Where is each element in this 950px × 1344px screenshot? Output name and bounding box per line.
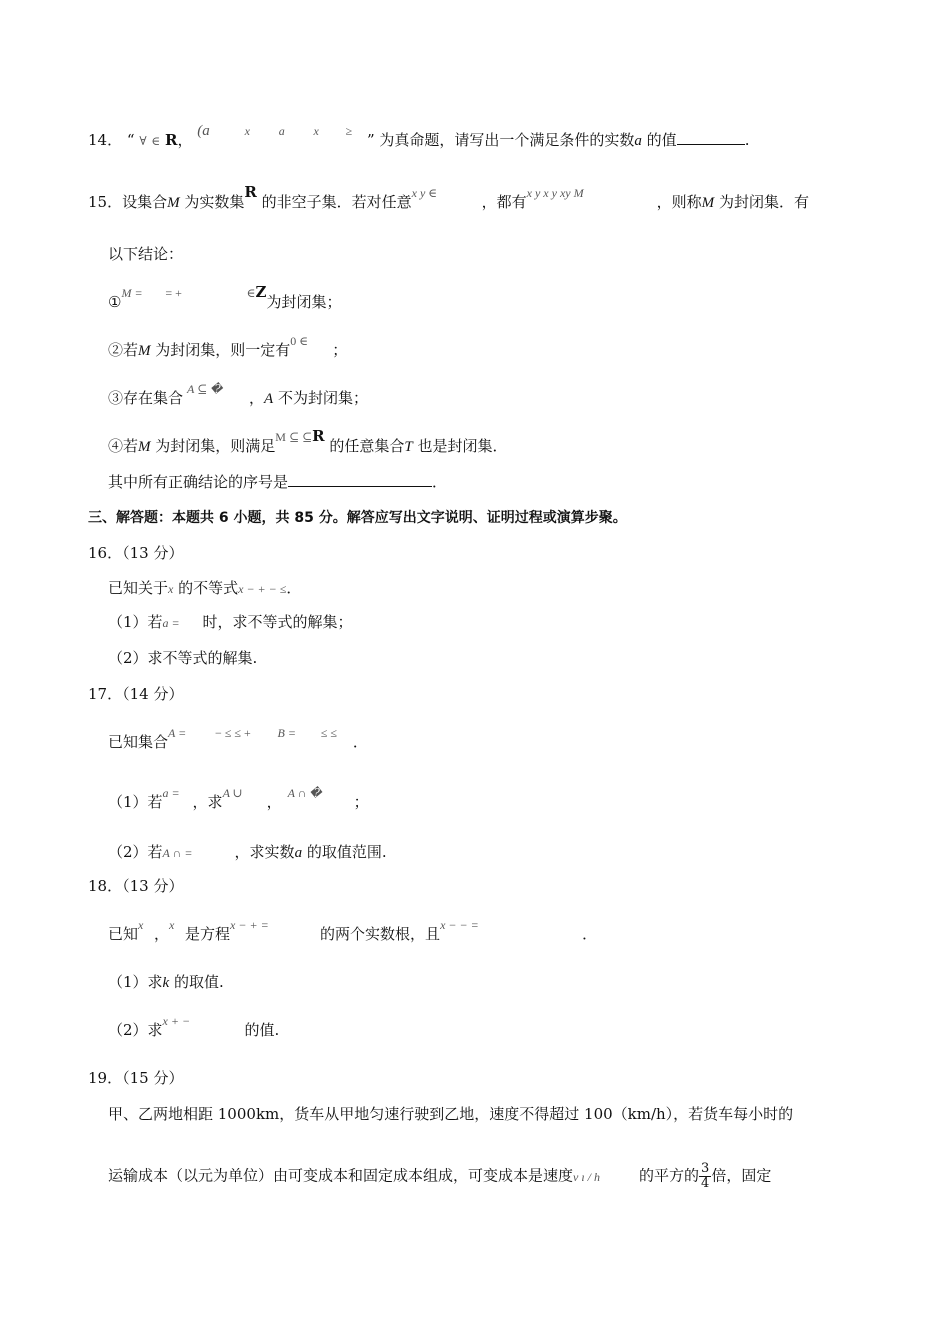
q14-text: ” 为真命题，请写出一个满足条件的实数 — [366, 131, 635, 149]
q17-p1-m3: A ∩ � — [287, 786, 322, 800]
q16-p1-b: 时，求不等式的解集； — [202, 613, 353, 631]
q17-p1-m: a = — [162, 786, 180, 800]
q15-answer-blank — [288, 472, 432, 487]
q15-t5: ，则称 — [656, 193, 702, 211]
q15-c2-M: M — [138, 343, 151, 359]
q17-m2: − ≤ ≤ + — [215, 726, 251, 740]
q15-c4-b: 为封闭集，则满足 — [150, 437, 276, 455]
q16-p1: （1）若 — [108, 613, 163, 631]
q18-stem: 已知x ，x 是方程x − + = 的两个实数根，且x − − = ． — [108, 924, 597, 945]
q18-p1-b: 的取值. — [169, 973, 224, 991]
q19-l2b: 的平方的 — [639, 1166, 700, 1185]
q19-number: 19．（15 分） — [88, 1069, 184, 1087]
q17-p1-m2: A ∪ — [222, 786, 243, 800]
q18-p2-b: 的值. — [244, 1021, 280, 1039]
q14-answer-blank — [677, 130, 745, 145]
q17-number: 17．（14 分） — [88, 685, 184, 703]
q15-c4-T: T — [404, 439, 413, 455]
q17-p2-b: ，求实数 — [234, 843, 295, 861]
q17-p1-end: ； — [353, 793, 369, 811]
q14-paren-a: (a — [197, 123, 210, 139]
q17-var-a: a — [294, 845, 303, 861]
q15-real-R: R — [244, 183, 257, 201]
q19-frac-den: 4 — [701, 1176, 710, 1191]
q18-part1 — [108, 972, 224, 993]
q15-c3-b: ， — [249, 389, 265, 407]
q19-line1: 甲、乙两地相距 1000km，货车从甲地匀速行驶到乙地，速度不得超过 100（km/h），若货车每小时的 — [108, 1105, 794, 1123]
q14-line — [88, 123, 750, 151]
q15-final-end: ． — [432, 473, 448, 491]
q15-c3-m: A ⊆ � — [187, 382, 223, 396]
q17-m3: B = — [277, 726, 296, 740]
q15-line2 — [108, 244, 183, 264]
q17-end: ． — [352, 733, 368, 751]
q18-x2: x — [169, 918, 175, 932]
q19-fraction — [699, 1162, 711, 1191]
q15-c4-d: 也是封闭集． — [412, 437, 508, 455]
q15-t1: 设集合 — [122, 193, 168, 211]
q18-number: 18．（13 分） — [88, 877, 184, 895]
q15-c1-m3: ∈ — [246, 286, 256, 300]
q14-geq: ≥ — [345, 124, 353, 138]
q15-c4-R: R — [312, 427, 325, 445]
q14-end: . — [744, 131, 750, 149]
q15-xy-in: x y ∈ — [411, 186, 438, 200]
q14-number: 14． — [88, 131, 123, 149]
section-3-heading: 三、解答题：本题共 6 小题，共 85 分。解答应写出文字说明、证明过程或演算步聚。 — [88, 510, 627, 526]
q18-stem2: 是方程 — [185, 925, 231, 943]
q15-conclusion-1 — [108, 283, 342, 313]
q18-stem-text: 已知 — [108, 925, 139, 943]
q19-frac-num: 3 — [701, 1161, 710, 1176]
q15-t4: ，都有 — [481, 193, 527, 211]
q17-p2-c: 的取值范围. — [302, 843, 387, 861]
q15-conclusion-2 — [108, 334, 348, 361]
q17-m4: ≤ ≤ — [320, 726, 337, 740]
q15-c2-m: 0 ∈ — [290, 334, 309, 348]
q16-inequality: x − + − ≤ — [238, 582, 287, 596]
q15-t3: 的非空子集．若对任意 — [256, 193, 412, 211]
q15-t6: 为封闭集．有 — [714, 193, 809, 211]
q14-var-a: a — [634, 133, 642, 149]
q14-real-R: R — [165, 131, 178, 149]
q16-stem — [108, 578, 301, 599]
q19-l2c: 倍，固定 — [711, 1166, 772, 1185]
q14-comma: ， — [177, 131, 193, 149]
q18-equation: x − + = — [230, 918, 269, 932]
q17-stem-text: 已知集合 — [108, 733, 169, 751]
q14-text2: 的值 — [641, 131, 677, 149]
q15-conclusion-3 — [108, 382, 368, 409]
q15-c2: ②若 — [108, 341, 139, 359]
q15-c1-text: 为封闭集； — [266, 293, 342, 311]
q15-c2-end: ； — [332, 341, 348, 359]
q15-c4: ④若 — [108, 437, 139, 455]
q18-p2: （2）求 — [108, 1021, 163, 1039]
q16-p1-m: a = — [162, 616, 180, 630]
q17-p1-c: ， — [266, 793, 282, 811]
q15-c4-m: M ⊆ ⊆ — [275, 430, 313, 444]
q15-c1-m1: M = — [121, 286, 143, 300]
q16-part1 — [108, 612, 353, 633]
q14-forall: ∀ — [139, 134, 147, 148]
q15-closure-expr: x y x y xy M — [526, 186, 584, 200]
q17-m1: A = — [168, 726, 187, 740]
q17-p2-m: A ∩ = — [162, 846, 193, 860]
q16-stem2: 的不等式 — [173, 579, 239, 597]
q19-speed-unit: v ı / h — [573, 1169, 601, 1184]
q16-stem-text: 已知关于 — [108, 579, 169, 597]
q15-c4-c: 的任意集合 — [324, 437, 405, 455]
q17-part1 — [108, 786, 369, 813]
q15-c2-b: 为封闭集，则一定有 — [150, 341, 291, 359]
q17-p2: （2）若 — [108, 843, 163, 861]
q17-stem — [108, 726, 368, 753]
q14-a2: a — [278, 124, 285, 138]
q19-l2a: 运输成本（以元为单位）由可变成本和固定成本组成，可变成本是速度 — [108, 1166, 574, 1185]
q14-x2: x — [313, 124, 319, 138]
q19-line2 — [108, 1162, 771, 1191]
q15-c3-c: 不为封闭集； — [273, 389, 368, 407]
q18-p1: （1）求 — [108, 973, 163, 991]
q15-t2: 为实数集 — [179, 193, 245, 211]
q15-number: 15． — [88, 193, 123, 211]
q14-x1: x — [244, 124, 250, 138]
q15-final — [108, 472, 447, 492]
q18-x1: x — [138, 918, 144, 932]
q15-c3-A: A — [264, 391, 274, 407]
q18-end: ． — [582, 925, 598, 943]
q15-conclusion-4 — [108, 427, 508, 457]
q15-line1 — [88, 183, 809, 213]
q18-var-k: k — [162, 975, 170, 991]
q15-c1-mark: ① — [108, 293, 122, 311]
q14-open-quote: “ — [126, 131, 135, 149]
q18-part2 — [108, 1014, 280, 1041]
q15-c1-m2: = + — [165, 286, 182, 300]
q16-end: ． — [286, 579, 302, 597]
q15-var-M2: M — [701, 195, 715, 211]
q18-p2-m: x + − — [162, 1014, 191, 1028]
q15-c3: ③存在集合 — [108, 389, 184, 407]
q17-p1-b: ，求 — [192, 793, 223, 811]
q18-stem3: 的两个实数根，且 — [320, 925, 441, 943]
q15-var-M: M — [167, 195, 180, 211]
q16-number: 16．（13 分） — [88, 544, 184, 562]
q15-final-text: 其中所有正确结论的序号是 — [108, 473, 289, 491]
q15-t7: 以下结论： — [108, 245, 184, 263]
q18-condition: x − − = — [440, 918, 479, 932]
q14-in: ∈ — [151, 134, 161, 148]
q17-part2 — [108, 842, 387, 863]
q16-part2: （2）求不等式的解集. — [108, 649, 258, 667]
q15-c4-M: M — [138, 439, 151, 455]
q17-p1: （1）若 — [108, 793, 163, 811]
q15-c1-Z: Z — [255, 283, 267, 301]
q16-var-x: x — [168, 582, 174, 596]
